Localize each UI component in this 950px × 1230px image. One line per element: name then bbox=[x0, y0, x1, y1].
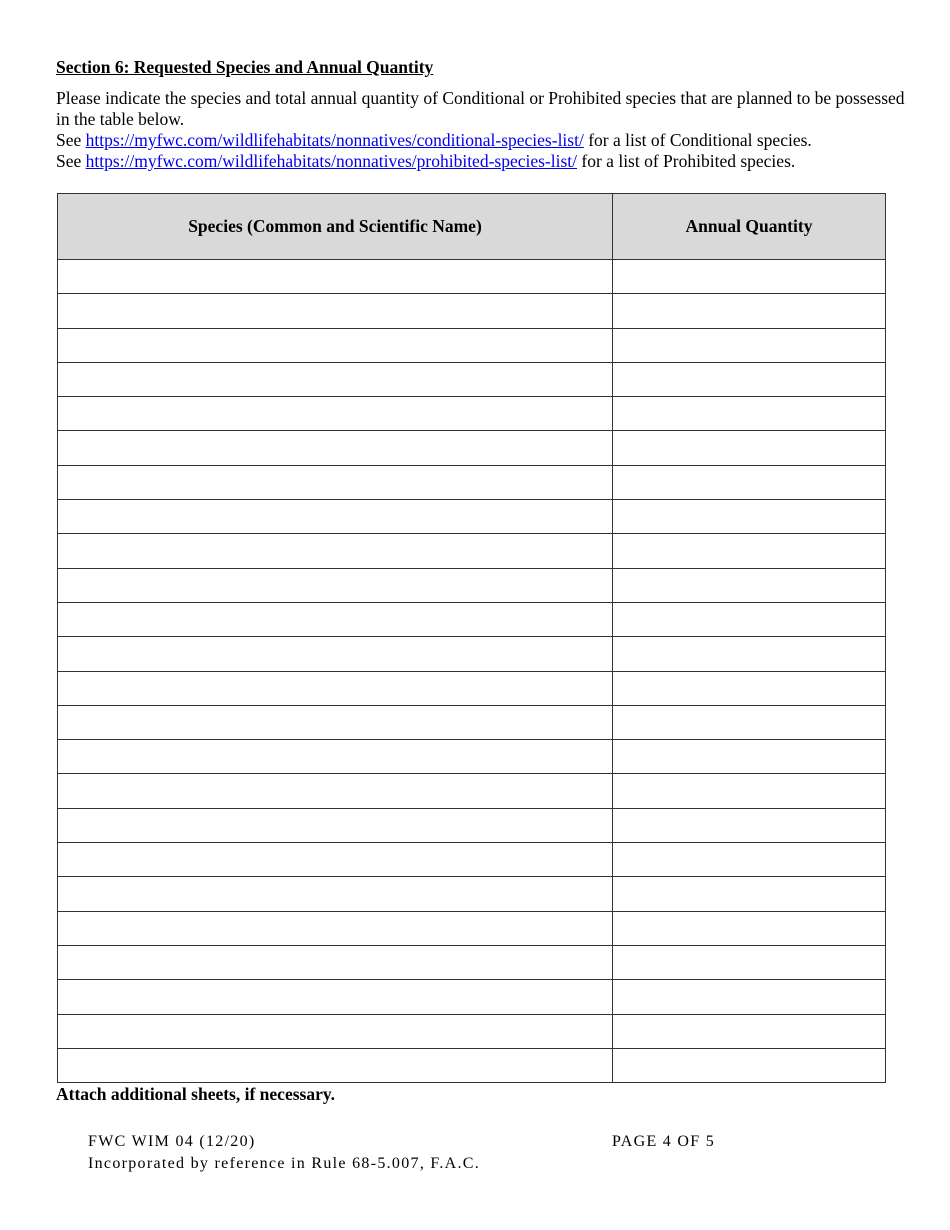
species-cell[interactable] bbox=[58, 808, 613, 842]
quantity-cell[interactable] bbox=[613, 671, 886, 705]
table-row bbox=[58, 980, 886, 1014]
quantity-cell[interactable] bbox=[613, 740, 886, 774]
species-cell[interactable] bbox=[58, 328, 613, 362]
table-row bbox=[58, 740, 886, 774]
table-row bbox=[58, 260, 886, 294]
table-header-row bbox=[58, 194, 886, 260]
species-table bbox=[57, 193, 886, 1083]
attach-note: Attach additional sheets, if necessary. bbox=[56, 1084, 336, 1104]
quantity-cell[interactable] bbox=[613, 877, 886, 911]
table-row bbox=[58, 602, 886, 636]
species-cell[interactable] bbox=[58, 534, 613, 568]
quantity-cell[interactable] bbox=[613, 397, 886, 431]
species-cell[interactable] bbox=[58, 637, 613, 671]
species-cell[interactable] bbox=[58, 1014, 613, 1048]
quantity-cell[interactable] bbox=[613, 945, 886, 979]
page-number: PAGE 4 OF 5 bbox=[612, 1133, 716, 1150]
conditional-line bbox=[56, 130, 906, 151]
quantity-cell[interactable] bbox=[613, 1014, 886, 1048]
table-row bbox=[58, 774, 886, 808]
species-cell[interactable] bbox=[58, 877, 613, 911]
form-id: FWC WIM 04 (12/20) bbox=[88, 1133, 256, 1150]
species-cell[interactable] bbox=[58, 1048, 613, 1082]
quantity-column-header: Annual Quantity bbox=[613, 194, 886, 260]
prohibited-line bbox=[56, 151, 906, 172]
species-cell[interactable] bbox=[58, 740, 613, 774]
table-row bbox=[58, 534, 886, 568]
table-row bbox=[58, 808, 886, 842]
quantity-cell[interactable] bbox=[613, 602, 886, 636]
conditional-suffix: for a list of Conditional species. bbox=[583, 130, 812, 150]
species-cell[interactable] bbox=[58, 431, 613, 465]
quantity-cell[interactable] bbox=[613, 465, 886, 499]
section-title: Section 6: Requested Species and Annual Quantity bbox=[56, 57, 434, 77]
table-row bbox=[58, 328, 886, 362]
quantity-cell[interactable] bbox=[613, 294, 886, 328]
quantity-cell[interactable] bbox=[613, 431, 886, 465]
quantity-cell[interactable] bbox=[613, 774, 886, 808]
prohibited-species-link[interactable]: https://myfwc.com/wildlifehabitats/nonnatives/prohibited-species-list/ bbox=[85, 151, 578, 171]
table-row bbox=[58, 843, 886, 877]
table-row bbox=[58, 397, 886, 431]
quantity-cell[interactable] bbox=[613, 328, 886, 362]
conditional-species-link[interactable]: https://myfwc.com/wildlifehabitats/nonnatives/conditional-species-list/ bbox=[85, 130, 584, 150]
table-row bbox=[58, 431, 886, 465]
quantity-cell[interactable] bbox=[613, 260, 886, 294]
table-row bbox=[58, 671, 886, 705]
intro-text bbox=[56, 88, 906, 172]
species-cell[interactable] bbox=[58, 260, 613, 294]
quantity-cell[interactable] bbox=[613, 843, 886, 877]
species-cell[interactable] bbox=[58, 397, 613, 431]
quantity-cell[interactable] bbox=[613, 362, 886, 396]
table-row bbox=[58, 1014, 886, 1048]
intro-paragraph: Please indicate the species and total annual quantity of Conditional or Prohibited species that are planned to be possessed in the table below. bbox=[56, 88, 905, 129]
quantity-cell[interactable] bbox=[613, 980, 886, 1014]
species-cell[interactable] bbox=[58, 945, 613, 979]
species-cell[interactable] bbox=[58, 602, 613, 636]
table-row bbox=[58, 637, 886, 671]
quantity-cell[interactable] bbox=[613, 637, 886, 671]
species-cell[interactable] bbox=[58, 500, 613, 534]
species-cell[interactable] bbox=[58, 911, 613, 945]
table-row bbox=[58, 500, 886, 534]
quantity-cell[interactable] bbox=[613, 534, 886, 568]
table-row bbox=[58, 1048, 886, 1082]
species-cell[interactable] bbox=[58, 294, 613, 328]
species-cell[interactable] bbox=[58, 980, 613, 1014]
table-row bbox=[58, 877, 886, 911]
table-row bbox=[58, 568, 886, 602]
quantity-cell[interactable] bbox=[613, 911, 886, 945]
rule-reference: Incorporated by reference in Rule 68-5.007, F.A.C. bbox=[88, 1155, 481, 1172]
table-row bbox=[58, 911, 886, 945]
species-cell[interactable] bbox=[58, 568, 613, 602]
species-cell[interactable] bbox=[58, 671, 613, 705]
table-row bbox=[58, 705, 886, 739]
quantity-cell[interactable] bbox=[613, 568, 886, 602]
species-cell[interactable] bbox=[58, 843, 613, 877]
quantity-cell[interactable] bbox=[613, 808, 886, 842]
quantity-cell[interactable] bbox=[613, 1048, 886, 1082]
species-column-header: Species (Common and Scientific Name) bbox=[58, 194, 613, 260]
table-row bbox=[58, 362, 886, 396]
species-cell[interactable] bbox=[58, 465, 613, 499]
quantity-cell[interactable] bbox=[613, 705, 886, 739]
species-cell[interactable] bbox=[58, 774, 613, 808]
quantity-cell[interactable] bbox=[613, 500, 886, 534]
see-label: See bbox=[56, 130, 86, 150]
prohibited-suffix: for a list of Prohibited species. bbox=[577, 151, 796, 171]
table-row bbox=[58, 465, 886, 499]
table-row bbox=[58, 294, 886, 328]
see-label: See bbox=[56, 151, 86, 171]
species-cell[interactable] bbox=[58, 705, 613, 739]
table-row bbox=[58, 945, 886, 979]
species-cell[interactable] bbox=[58, 362, 613, 396]
